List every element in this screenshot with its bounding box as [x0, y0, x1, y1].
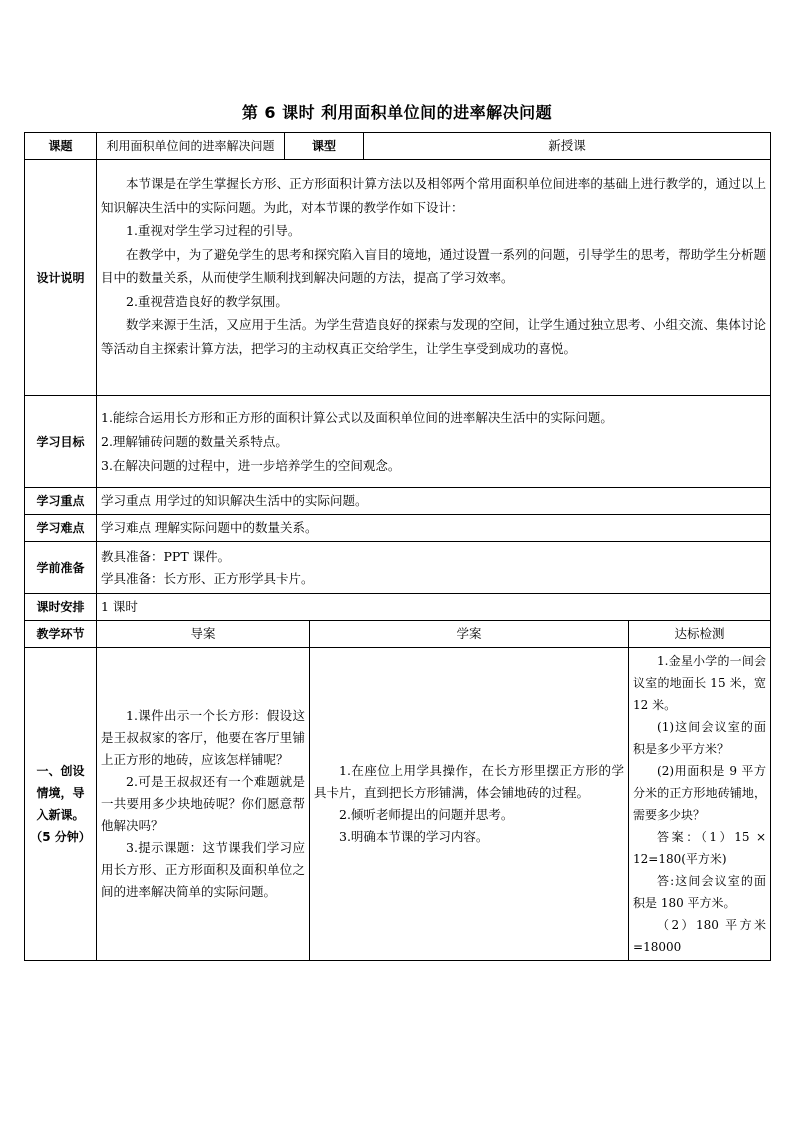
difficulties-value: 学习难点 理解实际问题中的数量关系。 [97, 515, 771, 542]
page-title: 第 6 课时 利用面积单位间的进率解决问题 [241, 103, 553, 122]
objectives-row [25, 396, 771, 488]
design-notes-paragraph: 1.重视对学生学习过程的引导。 [126, 223, 301, 238]
teaching-stage-header: 教学环节 [25, 621, 97, 648]
assessment-item: (1)这间会议室的面积是多少平方米？ [633, 720, 767, 756]
preparation-content [97, 542, 771, 594]
guide-item: 1.课件出示一个长方形：假设这是王叔叔家的客厅，他要在客厅里铺上正方形的地砖，应该怎样铺呢？ [101, 708, 305, 767]
assessment-header: 达标检测 [629, 621, 771, 648]
preparation-row [25, 542, 771, 594]
topic-value: 利用面积单位间的进率解决问题 [97, 133, 285, 160]
objective-item: 3.在解决问题的过程中，进一步培养学生的空间观念。 [101, 457, 401, 473]
study-item: 3.明确本节课的学习内容。 [339, 829, 489, 844]
preparation-item: 教具准备：PPT 课件。 [101, 548, 231, 564]
stage-1-row [25, 648, 771, 961]
section-header-row [25, 621, 771, 648]
course-type-value: 新授课 [364, 133, 771, 160]
design-notes-paragraph: 数学来源于生活，又应用于生活。为学生营造良好的探索与发现的空间，让学生通过独立思考、小组交流、集体讨论等活动自主探索计算方法，把学习的主动权真正交给学生，让学生享受到成功的喜悦。 [101, 317, 767, 356]
design-notes-content [97, 160, 771, 396]
stage-1-study-plan [310, 648, 629, 961]
objectives-content [97, 396, 771, 488]
stage-1-name: 一、创设 情境，导 入新课。 （5 分钟） [25, 648, 97, 961]
assessment-answer: 答:这间会议室的面积是 180 平方米。 [633, 874, 767, 910]
key-points-row [25, 488, 771, 515]
study-item: 2.倾听老师提出的问题并思考。 [339, 807, 514, 822]
stage-1-guide-plan [97, 648, 310, 961]
assessment-answer: 答案：（1）15 × 12=180(平方米) [633, 830, 767, 866]
schedule-row [25, 594, 771, 621]
stage-1-assessment [629, 648, 771, 961]
design-notes-paragraph: 2.重视营造良好的教学氛围。 [126, 293, 288, 309]
topic-label: 课题 [25, 133, 97, 160]
design-notes-label: 设计说明 [25, 160, 97, 396]
course-type-label: 课型 [285, 133, 364, 160]
guide-item: 2.可是王叔叔还有一个难题就是一共要用多少块地砖呢？你们愿意帮他解决吗？ [101, 774, 305, 833]
difficulties-label: 学习难点 [25, 515, 97, 542]
guide-plan-header: 导案 [97, 621, 310, 648]
difficulties-row [25, 515, 771, 542]
assessment-item: (2)用面积是 9 平方分米的正方形地砖铺地，需要多少块？ [633, 764, 767, 822]
lesson-plan-table [24, 132, 771, 961]
objectives-label: 学习目标 [25, 396, 97, 488]
study-item: 1.在座位上用学具操作，在长方形里摆正方形的学具卡片，直到把长方形铺满，体会铺地砖的过程。 [314, 763, 625, 800]
study-plan-header: 学案 [310, 621, 629, 648]
preparation-label: 学前准备 [25, 542, 97, 594]
design-notes-paragraph: 本节课是在学生掌握长方形、正方形面积计算方法以及相邻两个常用面积单位间进率的基础上进行教学的，通过以上知识解决生活中的实际问题。为此，对本节课的教学作如下设计： [101, 176, 767, 215]
objective-item: 2.理解铺砖问题的数量关系特点。 [101, 433, 288, 449]
design-notes-paragraph: 在教学中，为了避免学生的思考和探究陷入盲目的境地，通过设置一系列的问题，引导学生的思考，帮助学生分析题目中的数量关系，从而使学生顺利找到解决问题的方法，提高了学习效率。 [101, 246, 767, 285]
assessment-item: 1.金星小学的一间会议室的地面长 15 米，宽 12 米。 [633, 654, 767, 712]
schedule-value: 1 课时 [97, 594, 771, 621]
design-notes-row [25, 160, 771, 396]
topic-row [25, 133, 771, 160]
preparation-item: 学具准备：长方形、正方形学具卡片。 [101, 570, 314, 586]
schedule-label: 课时安排 [25, 594, 97, 621]
assessment-answer: （2）180 平方米=18000 [633, 918, 767, 954]
key-points-label: 学习重点 [25, 488, 97, 515]
guide-item: 3.提示课题：这节课我们学习应用长方形、正方形面积及面积单位之间的进率解决简单的实际问题。 [101, 840, 305, 899]
key-points-value: 学习重点 用学过的知识解决生活中的实际问题。 [97, 488, 771, 515]
objective-item: 1.能综合运用长方形和正方形的面积计算公式以及面积单位间的进率解决生活中的实际问题。 [101, 409, 613, 425]
